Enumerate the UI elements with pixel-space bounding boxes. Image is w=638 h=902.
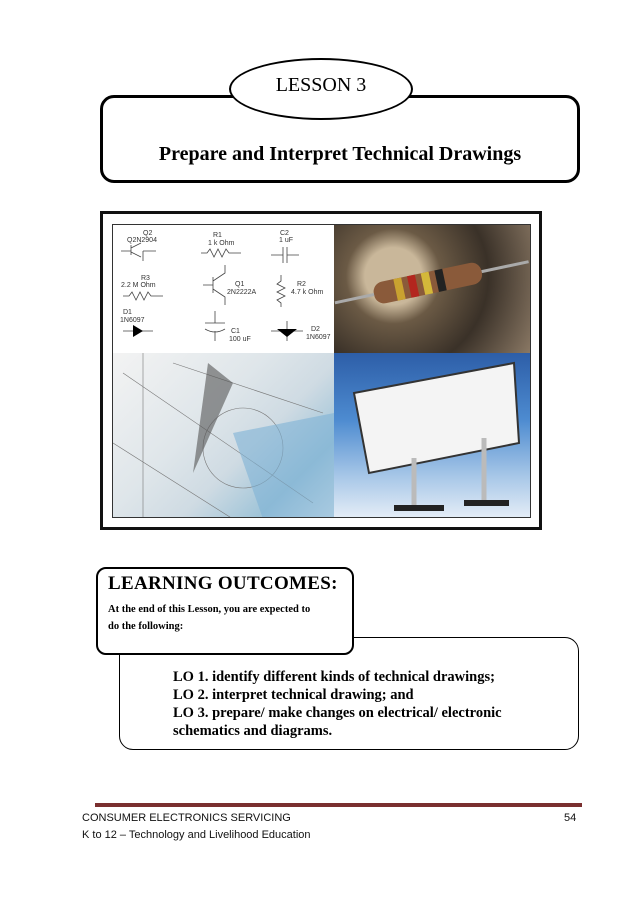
lo-item-1: LO 1. identify different kinds of technical drawings; bbox=[173, 669, 495, 685]
q1-ref: Q1 bbox=[235, 281, 245, 288]
learning-outcomes-intro-2: do the following: bbox=[108, 621, 184, 632]
footer-rule bbox=[95, 803, 582, 807]
r1-ref: R1 bbox=[213, 232, 222, 239]
image-collage bbox=[112, 224, 531, 518]
d1-ref: D1 bbox=[123, 309, 132, 316]
lo-item-2: LO 2. interpret technical drawing; and bbox=[173, 687, 414, 703]
footer-course: CONSUMER ELECTRONICS SERVICING bbox=[82, 812, 291, 824]
q1-value: 2N2222A bbox=[227, 289, 257, 296]
r2-value: 4.7 k Ohm bbox=[291, 289, 324, 296]
r3-ref: R3 bbox=[141, 275, 150, 282]
lo-item-3: LO 3. prepare/ make changes on electrical/ electronic bbox=[173, 705, 502, 721]
c1-ref: C1 bbox=[231, 328, 240, 335]
d2-ref: D2 bbox=[311, 326, 320, 333]
resistor-photo bbox=[334, 225, 531, 353]
q2-value: Q2N2904 bbox=[127, 237, 157, 244]
d1-value: 1N6097 bbox=[120, 317, 145, 324]
schematic-symbols-image bbox=[113, 225, 334, 353]
r3-value: 2.2 M Ohm bbox=[121, 282, 156, 289]
learning-outcomes-title: LEARNING OUTCOMES: bbox=[108, 573, 338, 594]
c2-value: 1 uF bbox=[279, 237, 294, 244]
d2-value: 1N6097 bbox=[306, 334, 331, 341]
r2-ref: R2 bbox=[297, 281, 306, 288]
learning-outcomes-intro-1: At the end of this Lesson, you are expected to bbox=[108, 604, 311, 615]
drafting-table-photo bbox=[334, 353, 531, 518]
lesson-title: Prepare and Interpret Technical Drawings bbox=[158, 143, 522, 165]
c2-ref: C2 bbox=[280, 230, 289, 237]
q2-ref: Q2 bbox=[143, 230, 153, 237]
footer-program: K to 12 – Technology and Livelihood Education bbox=[82, 829, 311, 841]
page-number: 54 bbox=[564, 812, 577, 824]
lesson-number-oval: LESSON 3 bbox=[229, 58, 413, 120]
lo-item-3-continued: schematics and diagrams. bbox=[173, 723, 333, 739]
drafting-tools-photo bbox=[113, 353, 334, 518]
r1-value: 1 k Ohm bbox=[208, 240, 235, 247]
c1-value: 100 uF bbox=[229, 336, 251, 343]
